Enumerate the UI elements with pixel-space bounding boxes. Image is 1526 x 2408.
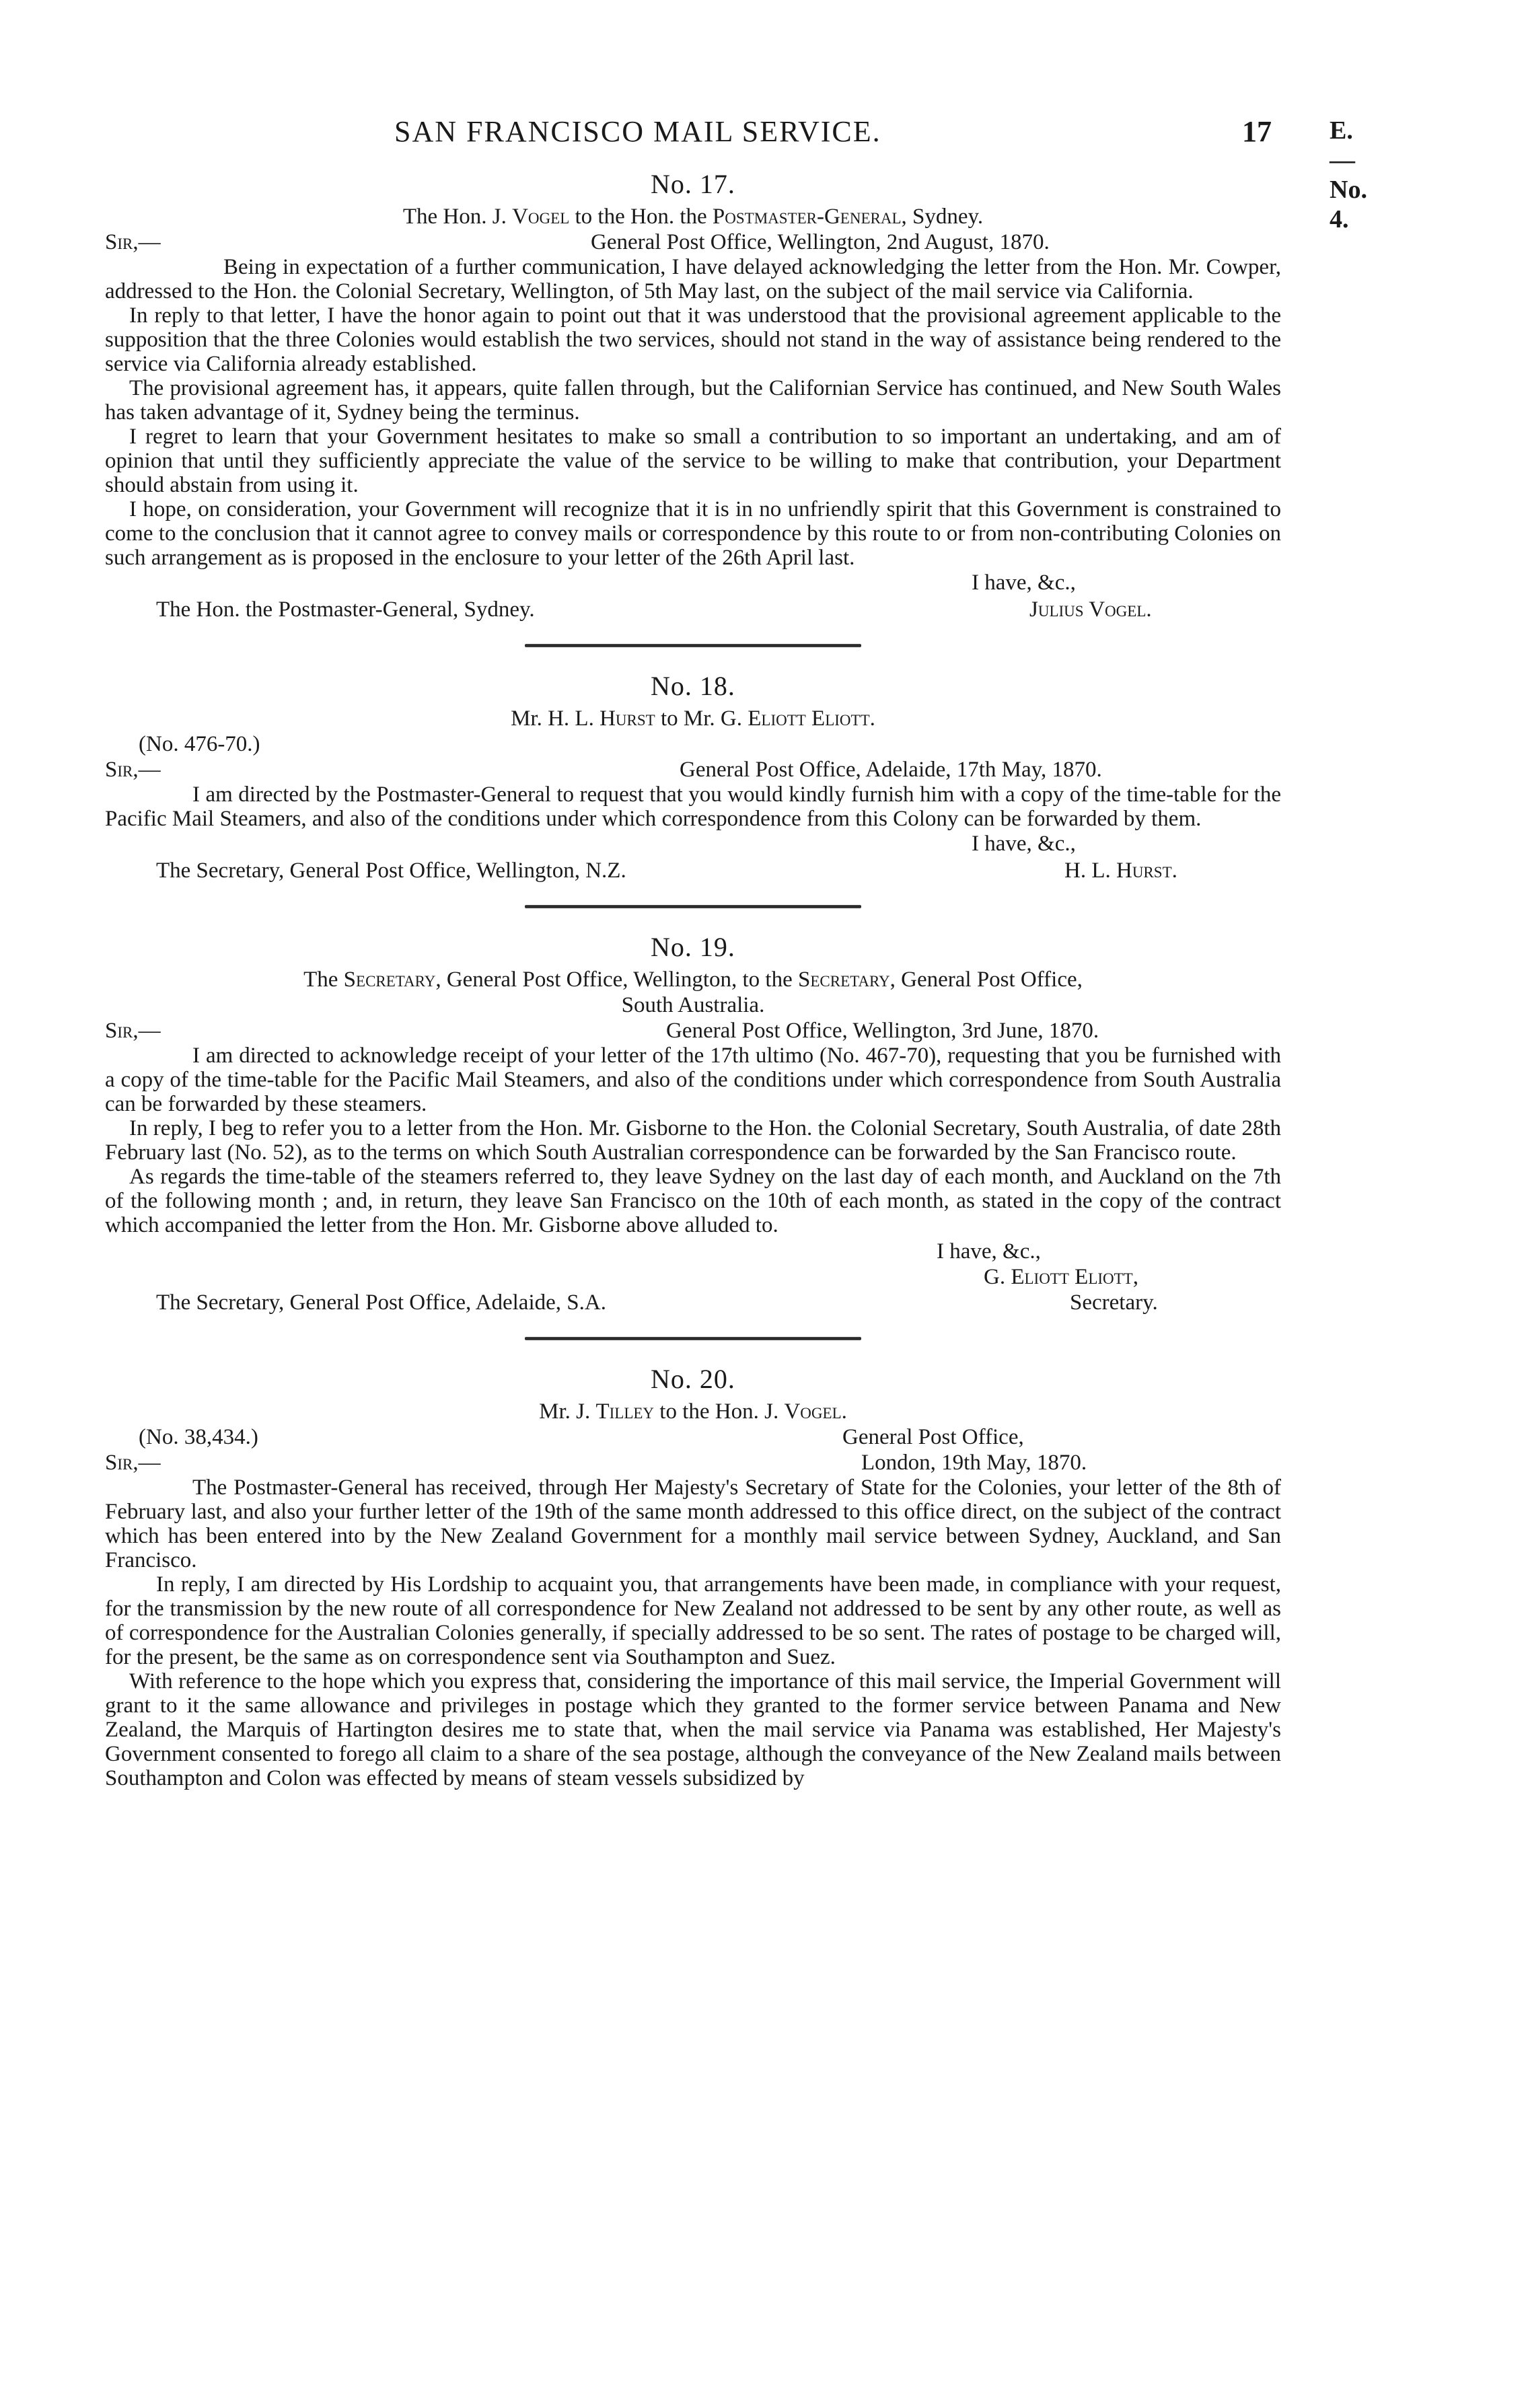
paragraph: I hope, on consideration, your Government will recognize that it is in no unfriendly spirit that this Government is constrained to come to the conclusion that it cannot agree to convey mails or correspondence by this route to or from non-contributing Colonies on such arrangement as is proposed in the enclosure to your letter of the 26th April last. xyxy=(105,497,1281,570)
document-reference: E.—No. 4. xyxy=(1330,116,1367,233)
sender-address-line1: General Post Office, xyxy=(842,1425,1024,1449)
reference-row xyxy=(105,1424,1281,1450)
closing: I have, &c., xyxy=(937,1239,1041,1264)
paragraph: I regret to learn that your Government hesitates to make so small a contribution to so important an undertaking, and am of opinion that until they sufficiently appreciate the value of the service to be willing to make that contribution, your Department should abstain from using it. xyxy=(105,425,1281,497)
letter-17 xyxy=(105,168,1281,624)
sender-address: General Post Office, Wellington, 3rd June, 1870. xyxy=(666,1019,1099,1043)
letter-number: No. 19. xyxy=(651,932,735,962)
heading-part: , General Post Office, xyxy=(889,968,1083,992)
addressee: The Secretary, General Post Office, Wellington, N.Z. xyxy=(156,859,626,883)
letter-body xyxy=(105,255,1281,570)
section-divider xyxy=(525,1337,861,1340)
signoff xyxy=(105,570,1281,624)
heading-part: Secretary xyxy=(343,968,436,992)
letter-number: No. 18. xyxy=(651,671,735,701)
heading-title: Postmaster-General xyxy=(712,205,902,229)
letter-heading xyxy=(105,204,1281,229)
heading-mid: to the Hon. J. xyxy=(659,1399,779,1424)
document-page xyxy=(105,114,1367,1790)
heading-mid: to the Hon. the xyxy=(575,205,707,229)
signature-title: Secretary. xyxy=(1070,1290,1158,1315)
running-title: SAN FRANCISCO MAIL SERVICE. xyxy=(394,115,881,148)
heading-part: The xyxy=(303,968,338,992)
signoff xyxy=(105,1237,1281,1317)
letter-20 xyxy=(105,1363,1281,1790)
heading-suffix: , Sydney. xyxy=(901,205,984,229)
signature: Julius Vogel. xyxy=(1029,597,1152,622)
sender-address-line2: London, 19th May, 1870. xyxy=(861,1451,1087,1475)
paragraph: In reply, I beg to refer you to a letter from the Hon. Mr. Gisborne to the Hon. the Colonial Secretary, South Australia, of date 28th February last (No. 52), as to the terms on which South Australian correspondence can be forwarded by the San Francisco route. xyxy=(105,1116,1281,1165)
letter-heading xyxy=(105,1399,1281,1424)
heading-part: , General Post Office, Wellington, to the xyxy=(435,968,793,992)
letter-number: No. 17. xyxy=(651,169,735,199)
letter-reference: (No. 38,434.) xyxy=(139,1425,258,1449)
heading-prefix: Mr. H. L. xyxy=(511,706,594,731)
heading-name: Vogel xyxy=(512,205,570,229)
letter-body xyxy=(105,782,1281,831)
heading-title: Eliott Eliott xyxy=(748,706,870,731)
letter-body xyxy=(105,1044,1281,1237)
signoff xyxy=(105,831,1281,885)
salutation-row xyxy=(105,757,1281,782)
letter-heading xyxy=(105,967,1281,1018)
paragraph: The Postmaster-General has received, through Her Majesty's Secretary of State for the Colonies, your letter of the 8th of February last, and also your further letter of the 19th of the same month addressed to this office direct, on the subject of the contract which has been entered into by the New Zealand Government for a monthly mail service between Sydney, Auckland, and San Francisco. xyxy=(105,1475,1281,1572)
paragraph: In reply, I am directed by His Lordship to acquaint you, that arrangements have been made, in compliance with your request, for the transmission by the new route of all correspondence for New Zealand not addressed to be sent by any other route, as well as of correspondence for the Australian Colonies generally, if specially addressed to be so sent. The rates of postage to be charged will, for the present, be the same as on correspondence sent via Southampton and Suez. xyxy=(105,1572,1281,1669)
salutation-row xyxy=(105,1018,1281,1044)
paragraph: The provisional agreement has, it appears, quite fallen through, but the Californian Service has continued, and New South Wales has taken advantage of it, Sydney being the terminus. xyxy=(105,376,1281,425)
heading-suffix: . xyxy=(869,706,875,731)
signature: H. L. Hurst. xyxy=(1064,859,1177,883)
salutation: Sir,— xyxy=(105,230,161,254)
heading-title: Vogel xyxy=(784,1399,842,1424)
addressee: The Hon. the Postmaster-General, Sydney. xyxy=(156,597,535,622)
paragraph: I am directed by the Postmaster-General to request that you would kindly furnish him with a copy of the time-table for the Pacific Mail Steamers, and also of the conditions under which correspondence from this Colony can be forwarded by them. xyxy=(105,782,1281,831)
closing: I have, &c., xyxy=(972,832,1076,856)
salutation: Sir,— xyxy=(105,758,161,782)
paragraph: In reply to that letter, I have the honor again to point out that it was understood that the provisional agreement applicable to the supposition that the three Colonies would establish the two services, should not stand in the way of assistance being rendered to the service via California already established. xyxy=(105,303,1281,376)
salutation: Sir,— xyxy=(105,1451,161,1475)
letter-reference: (No. 476-70.) xyxy=(139,732,260,756)
heading-prefix: The Hon. J. xyxy=(402,205,507,229)
heading-name: Hurst xyxy=(600,706,655,731)
letter-18 xyxy=(105,670,1281,885)
letter-body xyxy=(105,1475,1281,1790)
section-divider xyxy=(525,644,861,647)
section-divider xyxy=(525,905,861,908)
paragraph: As regards the time-table of the steamers referred to, they leave Sydney on the last day of each month, and Auckland on the 7th of the following month ; and, in return, they leave San Francisco on the 10th of each month, as stated in the copy of the contract which accompanied the letter from the Hon. Mr. Gisborne above alluded to. xyxy=(105,1165,1281,1237)
heading-mid: to Mr. G. xyxy=(660,706,742,731)
salutation-row xyxy=(105,1450,1281,1475)
letter-number: No. 20. xyxy=(651,1364,735,1394)
heading-part: Secretary xyxy=(798,968,890,992)
letter-heading xyxy=(105,706,1281,731)
closing: I have, &c., xyxy=(972,571,1076,595)
salutation: Sir,— xyxy=(105,1019,161,1043)
paragraph: With reference to the hope which you express that, considering the importance of this mail service, the Imperial Government will grant to it the same allowance and privileges in postage which they granted to the former service between Panama and New Zealand, the Marquis of Hartington desires me to state that, when the mail service via Panama was established, Her Majesty's Government consented to forego all claim to a share of the sea postage, although the conveyance of the New Zealand mails between Southampton and Colon was effected by means of steam vessels subsidized by xyxy=(105,1669,1281,1790)
signature: G. Eliott Eliott, xyxy=(984,1265,1138,1289)
letter-19 xyxy=(105,931,1281,1317)
heading-part: South Australia. xyxy=(621,993,765,1017)
salutation-row xyxy=(105,229,1281,255)
page-number: 17 xyxy=(1242,115,1272,148)
sender-address: General Post Office, Adelaide, 17th May, 1870. xyxy=(680,758,1102,782)
sender-address: General Post Office, Wellington, 2nd August, 1870. xyxy=(591,230,1050,254)
reference-row xyxy=(105,731,1281,757)
paragraph: I am directed to acknowledge receipt of your letter of the 17th ultimo (No. 467-70), requesting that you be furnished with a copy of the time-table for the Pacific Mail Steamers, and also of the conditions under which correspondence from South Australia can be forwarded by these steamers. xyxy=(105,1044,1281,1116)
heading-suffix: . xyxy=(841,1399,847,1424)
addressee: The Secretary, General Post Office, Adelaide, S.A. xyxy=(156,1290,606,1315)
paragraph: Being in expectation of a further communication, I have delayed acknowledging the letter from the Hon. Mr. Cowper, addressed to the Hon. the Colonial Secretary, Wellington, of 5th May last, on the subject of the mail service via California. xyxy=(105,255,1281,303)
heading-name: Tilley xyxy=(595,1399,655,1424)
heading-prefix: Mr. J. xyxy=(539,1399,591,1424)
